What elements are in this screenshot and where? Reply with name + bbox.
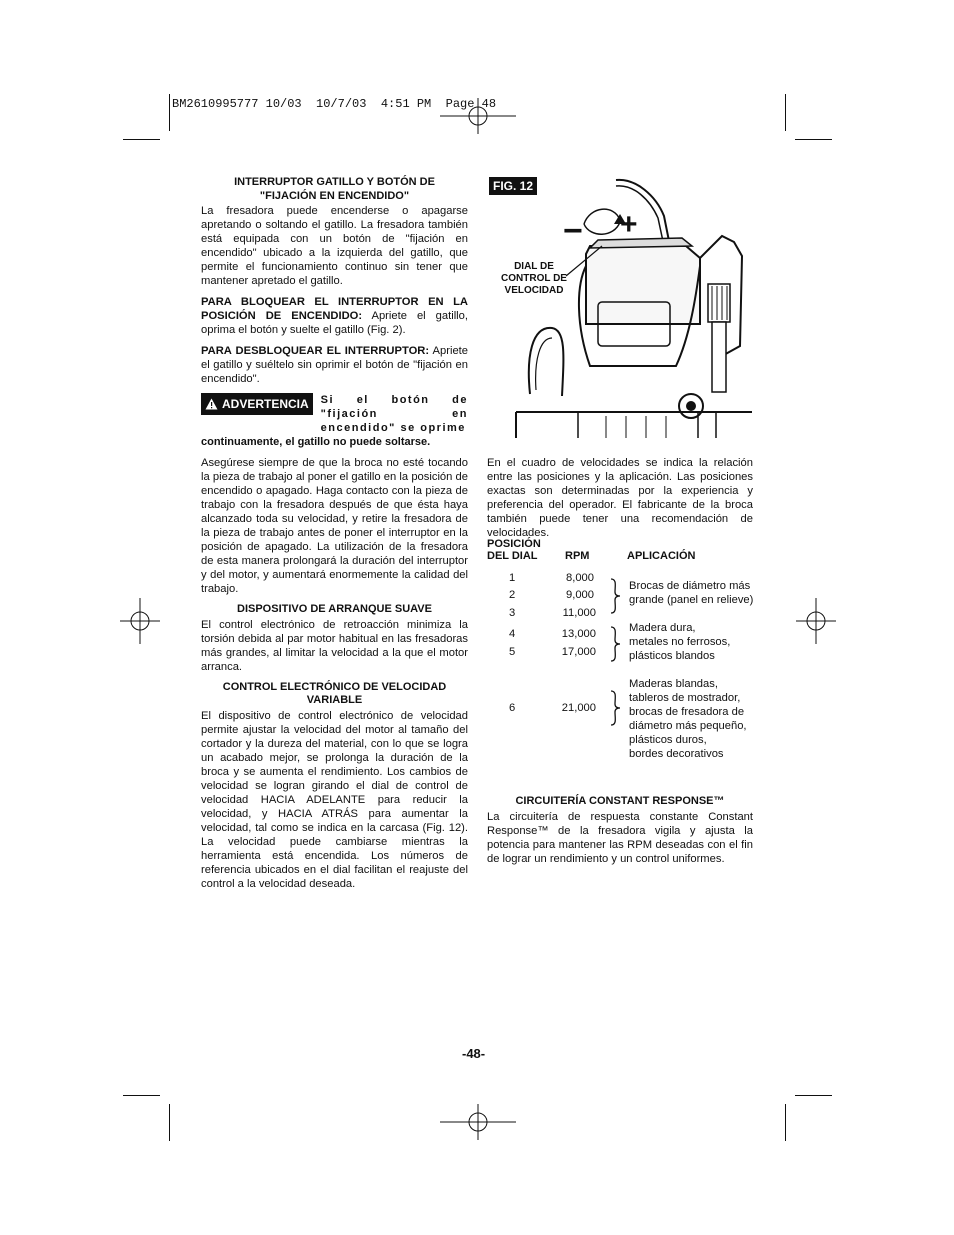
lock-lead: PARA BLOQUEAR EL INTERRUPTOR EN LA POSICIÓN DE ENCENDIDO: <box>201 296 468 322</box>
application-line: Maderas blandas, <box>629 678 718 690</box>
warning-label: ADVERTENCIA <box>222 397 309 411</box>
application-line: grande (panel en relieve) <box>629 594 754 606</box>
warning-text-rest: continuamente, el gatillo no puede soltarse. <box>201 436 431 448</box>
unlock-paragraph <box>201 344 468 386</box>
lock-paragraph <box>201 295 468 337</box>
dial-label-line3: VELOCIDAD <box>504 285 564 296</box>
warning-text-inline: Si el botón de "fijación en encendido" se oprime <box>320 394 468 434</box>
table-row-pos: 1 <box>509 572 516 584</box>
application-line: plásticos blandos <box>629 650 715 662</box>
safety-paragraph: Asegúrese siempre de que la broca no esté tocando la pieza de trabajo al poner el gatillo en la posición de encendido o apagado. Haga contacto con la pieza de trabajo con la fresadora después de que ésta haya alcanzado toda su velocidad, y retire la fresadora de la pieza de trabajo antes de poner el interruptor en la posición de apagado. La utilización de la fresadora de esta manera prolongará la duración del interruptor y del motor, y aumentará enormemente la calidad del trabajo. <box>201 457 468 595</box>
soft-start-paragraph: El control electrónico de retroacción minimiza la torsión debida al par motor habitual en las fresadoras más grandes, al limitar la velocidad a la que el motor arranca. <box>201 618 468 673</box>
application-line: Brocas de diámetro más <box>629 580 751 592</box>
unlock-lead: PARA DESBLOQUEAR EL INTERRUPTOR: <box>201 345 430 357</box>
crop-mark-bottom-right-v <box>785 1104 786 1141</box>
brace-group-2-icon <box>609 626 621 662</box>
trigger-heading-line2: "FIJACIÓN EN ENCENDIDO" <box>259 189 410 202</box>
registration-mark-right-icon <box>796 596 836 646</box>
vsc-heading: CONTROL ELECTRÓNICO DE VELOCIDAD VARIABLE <box>222 680 447 706</box>
table-row-pos: 3 <box>509 607 516 619</box>
constant-response-paragraph: La circuitería de respuesta constante Constant Response™ de la fresadora vigila y ajusta la potencia para mantener las RPM deseadas con el fin de lograr un rendimiento y un control uniformes. <box>487 810 753 865</box>
application-line: diámetro más pequeño, <box>629 720 747 732</box>
speed-dial-label <box>497 261 571 297</box>
col-header-rpm: RPM <box>565 550 590 562</box>
figure-label: FIG. 12 <box>489 177 537 195</box>
left-column <box>201 176 468 898</box>
table-row-rpm: 8,000 <box>566 572 594 584</box>
soft-start-heading: DISPOSITIVO DE ARRANQUE SUAVE <box>237 603 432 615</box>
table-row-pos: 4 <box>509 628 516 640</box>
lock-text: Apriete el gatillo, oprima el botón y suelte el gatillo (Fig. 2). <box>201 310 468 336</box>
crop-mark-bottom-left-h <box>123 1095 160 1096</box>
brace-group-3-icon <box>609 690 621 726</box>
application-line: brocas de fresadora de <box>629 706 745 718</box>
col-header-application: APLICACIÓN <box>627 550 696 562</box>
col-header-position-line1: POSICIÓN <box>487 538 541 550</box>
print-slug: BM2610995777 10/03 10/7/03 4:51 PM Page 48 <box>172 97 497 111</box>
application-line: bordes decorativos <box>629 748 724 760</box>
warning-triangle-icon <box>205 398 218 410</box>
brace-group-1-icon <box>609 578 621 614</box>
warning-badge <box>201 393 313 415</box>
application-group-3 <box>629 677 759 761</box>
speed-plus-sign: + <box>620 208 638 241</box>
trigger-heading-line1: INTERRUPTOR GATILLO Y BOTÓN DE <box>234 176 435 188</box>
table-row-pos: 5 <box>509 646 516 658</box>
application-line: metales no ferrosos, <box>629 636 731 648</box>
crop-mark-top-left-v <box>169 94 170 131</box>
constant-response-heading: CIRCUITERÍA CONSTANT RESPONSE™ <box>515 795 725 807</box>
table-row-rpm: 9,000 <box>566 589 594 601</box>
warning-block <box>201 393 468 435</box>
dial-label-line1: DIAL DE <box>514 261 554 272</box>
constant-response-section <box>487 795 753 873</box>
page-number: -48- <box>462 1046 486 1061</box>
table-row-pos: 2 <box>509 589 516 601</box>
registration-mark-top-icon <box>440 96 516 136</box>
col-header-position <box>487 538 541 562</box>
trigger-paragraph: La fresadora puede encenderse o apagarse apretando o soltando el gatillo. La fresadora también está equipada con un botón de "fijación en encendido" ubicado a la izquierda del gatillo, que permite el funcionamiento continuo sin tener que mantener apretado el gatillo. <box>201 205 468 287</box>
speed-minus-sign: − <box>563 212 583 250</box>
crop-mark-bottom-left-v <box>169 1104 170 1141</box>
table-row-rpm: 11,000 <box>562 607 596 619</box>
application-line: plásticos duros, <box>629 734 707 746</box>
trigger-heading <box>201 176 468 203</box>
application-group-2 <box>629 621 759 663</box>
table-row-rpm: 21,000 <box>561 702 596 714</box>
speed-intro-paragraph: En el cuadro de velocidades se indica la relación entre las posiciones y la aplicación. Las posiciones exactas son determinadas por la experiencia y preferencia del operador. El fabricante de la broca también puede tener una recomendación de velocidades. <box>487 457 753 539</box>
unlock-text: Apriete el gatillo y suéltelo sin oprimir el botón de "fijación en encendido". <box>201 345 469 385</box>
crop-mark-top-left-h <box>123 139 160 140</box>
application-group-1 <box>629 579 759 607</box>
col-header-position-line2: DEL DIAL <box>487 550 538 562</box>
registration-mark-left-icon <box>120 596 160 646</box>
vsc-paragraph: El dispositivo de control electrónico de velocidad permite ajustar la velocidad del motor al tamaño del cortador y la dureza del material, con lo que se logra un acabado mejor, se prolonga la duración de la broca y se aumenta el rendimiento. Los cambios de velocidad se logran girando el dial de control de velocidad HACIA ADELANTE para reducir la velocidad, y HACIA ATRÁS para aumentar la velocidad, tal como se indica en la carcasa (Fig. 12). La velocidad puede cambiarse mientras la herramienta está encendida. Los números de referencia ubicados en el dial facilitan el reajuste del control a la velocidad deseada. <box>201 709 468 890</box>
crop-mark-top-right-h <box>795 139 832 140</box>
table-row-rpm: 13,000 <box>561 628 596 640</box>
application-line: tableros de mostrador, <box>629 692 741 704</box>
crop-mark-top-right-v <box>785 94 786 131</box>
registration-mark-bottom-icon <box>440 1102 516 1142</box>
dial-label-line2: CONTROL DE <box>501 273 567 284</box>
crop-mark-bottom-right-h <box>795 1095 832 1096</box>
table-row-pos: 6 <box>509 702 516 714</box>
table-row-rpm: 17,000 <box>561 646 596 658</box>
application-line: Madera dura, <box>629 622 696 634</box>
